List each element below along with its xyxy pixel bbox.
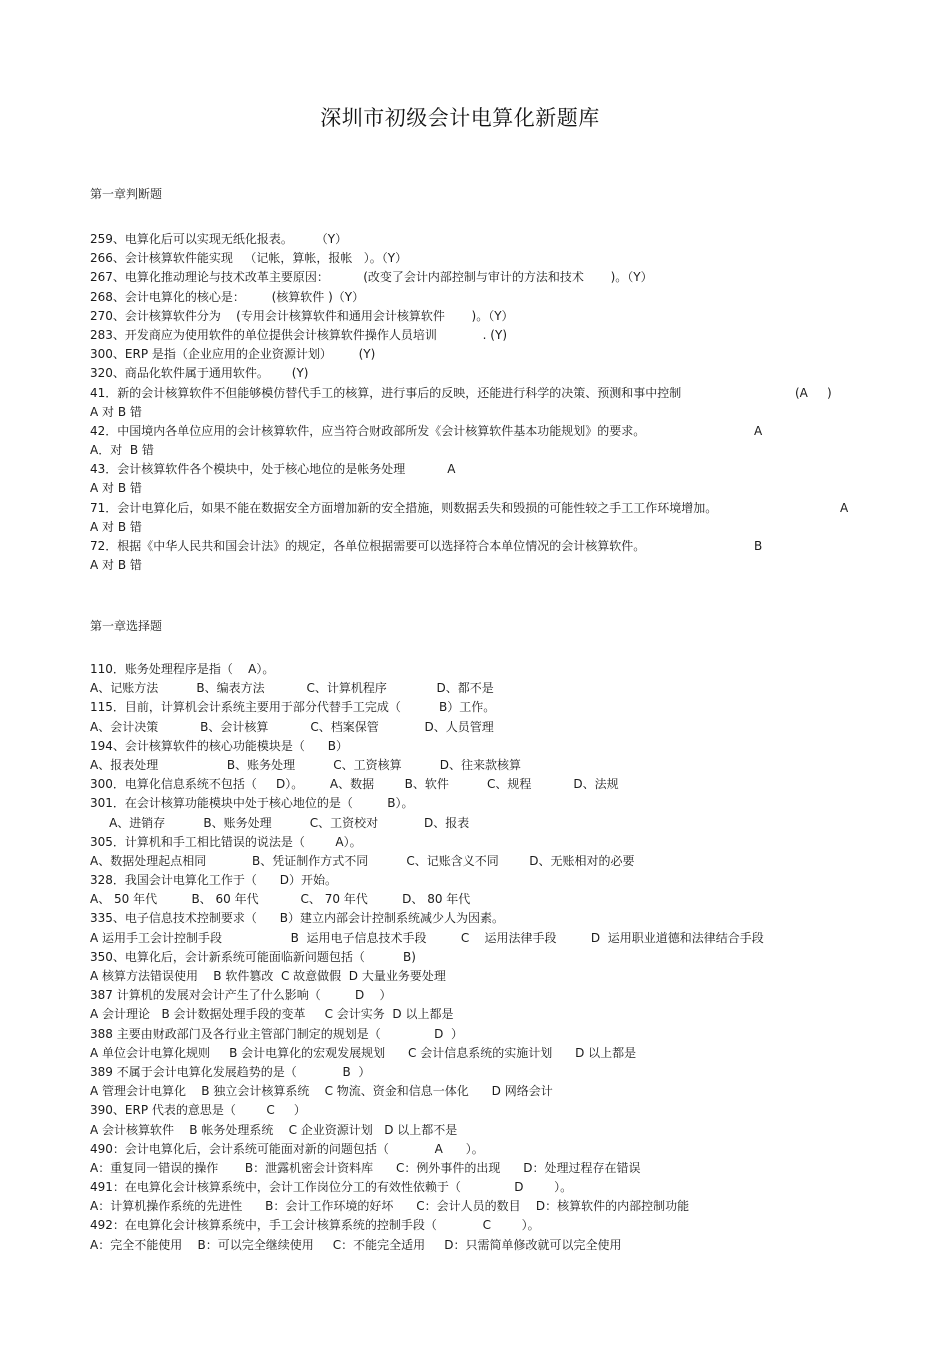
choice-question-line: 300．电算化信息系统不包括（ D）。 A、数据 B、软件 C、规程 D、法规 <box>90 777 619 792</box>
judge-question-line <box>90 288 890 307</box>
answer-marker: B <box>754 539 763 553</box>
choice-section-heading: 第一章选择题 <box>90 619 163 633</box>
question-text: A 对 B 错 <box>90 404 142 419</box>
question-text: 268、会计电算化的核心是： (核算软件 )（Y） <box>90 289 365 304</box>
choice-question-line: A、 50 年代 B、 60 年代 C、 70 年代 D、 80 年代 <box>90 892 471 907</box>
judge-question-line <box>90 556 890 575</box>
choice-question-line: A 核算方法错误使用 B 软件篡改 C 故意做假 D 大量业务要处理 <box>90 969 446 983</box>
question-text: 71．会计电算化后，如果不能在数据安全方面增加新的安全措施，则数据丢失和毁损的可能性较之手工工作环境增加。 <box>90 500 718 515</box>
choice-question-line: A、会计决策 B、会计核算 C、档案保管 D、人员管理 <box>90 719 494 734</box>
choice-question-line: A：重复同一错误的操作 B：泄露机密会计资料库 C：例外事件的出现 D：处理过程存在错误 <box>90 1160 641 1175</box>
choice-question-line: A 单位会计电算化规则 B 会计电算化的宏观发展规划 C 会计信息系统的实施计划 D 以上都是 <box>90 1045 637 1060</box>
question-text: 266、会计核算软件能实现 （记帐，算帐，报帐 ）。（Y） <box>90 251 408 266</box>
judge-question-line <box>90 441 890 460</box>
choice-question-line: A、记账方法 B、编表方法 C、计算机程序 D、都不是 <box>90 681 494 696</box>
choice-question-line: 390、ERP 代表的意思是（ C ） <box>90 1103 306 1118</box>
choice-question-line: A：完全不能使用 B：可以完全继续使用 C：不能完全适用 D：只需简单修改就可以完全使用 <box>90 1237 622 1252</box>
choice-question-line: 387 计算机的发展对会计产生了什么影响（ D ） <box>90 988 392 1003</box>
question-text: A 对 B 错 <box>90 519 142 534</box>
question-text: A 对 B 错 <box>90 481 142 496</box>
choice-question-line: 328．我国会计电算化工作于（ D）开始。 <box>90 873 338 888</box>
choice-question-list <box>90 660 890 1255</box>
choice-question-line: A、数据处理起点相同 B、凭证制作方式不同 C、记账含义不同 D、无账相对的必要 <box>90 853 635 868</box>
judge-question-list <box>90 230 890 575</box>
judge-section-heading: 第一章判断题 <box>90 187 163 201</box>
judge-question-line <box>90 345 890 364</box>
choice-question-line: 301．在会计核算功能模块中处于核心地位的是（ B）。 <box>90 796 414 811</box>
choice-question-line: 388 主要由财政部门及各行业主管部门制定的规划是（ D ） <box>90 1026 463 1041</box>
choice-question-line: A 会计核算软件 B 帐务处理系统 C 企业资源计划 D 以上都不是 <box>90 1122 458 1137</box>
choice-question-line: 490：会计电算化后，会计系统可能面对新的问题包括（ A ）。 <box>90 1141 484 1156</box>
choice-question-line: 110．账务处理程序是指（ A）。 <box>90 662 275 676</box>
choice-question-line: 115．目前，计算机会计系统主要用于部分代替手工完成（ B）工作。 <box>90 700 496 715</box>
judge-question-line <box>90 403 890 422</box>
question-text: A 对 B 错 <box>90 558 142 573</box>
question-text: 72．根据《中华人民共和国会计法》的规定，各单位根据需要可以选择符合本单位情况的会计核算软件。 <box>90 539 646 553</box>
question-text: A．对 B 错 <box>90 443 154 458</box>
choice-question-line: 335、电子信息技术控制要求（ B）建立内部会计控制系统减少人为因素。 <box>90 911 505 926</box>
question-text: 270、会计核算软件分为 (专用会计核算软件和通用会计核算软件 )。（Y） <box>90 308 514 323</box>
answer-marker: A <box>754 423 763 438</box>
choice-question-line: A 运用手工会计控制手段 B 运用电子信息技术手段 C 运用法律手段 D 运用职业道德和法律结合手段 <box>90 930 764 945</box>
judge-question-line <box>90 307 890 326</box>
judge-question-line <box>90 326 890 345</box>
judge-question-line <box>90 268 890 287</box>
choice-question-line: A：计算机操作系统的先进性 B：会计工作环境的好坏 C：会计人员的数目 D：核算软件的内部控制功能 <box>90 1199 690 1214</box>
judge-question-line <box>90 479 890 498</box>
choice-question-line: A 会计理论 B 会计数据处理手段的变革 C 会计实务 D 以上都是 <box>90 1007 454 1022</box>
choice-question-line: A、进销存 B、账务处理 C、工资校对 D、报表 <box>90 815 470 830</box>
choice-question-line: A、报表处理 B、账务处理 C、工资核算 D、往来款核算 <box>90 757 522 772</box>
choice-question-line: 491：在电算化会计核算系统中，会计工作岗位分工的有效性依赖于（ D ）。 <box>90 1180 573 1195</box>
question-text: 42．中国境内各单位应用的会计核算软件，应当符合财政部所发《会计核算软件基本功能规划》的要求。 <box>90 423 646 438</box>
answer-marker: (A ) <box>795 385 832 400</box>
choice-question-line: 350、电算化后，会计新系统可能面临新问题包括（ B) <box>90 949 416 964</box>
question-text: 43．会计核算软件各个模块中，处于核心地位的是帐务处理 A <box>90 462 456 477</box>
question-text: 320、商品化软件属于通用软件。 (Y) <box>90 366 309 381</box>
judge-question-line <box>90 499 890 518</box>
choice-question-line: 389 不属于会计电算化发展趋势的是（ B ） <box>90 1064 371 1079</box>
judge-question-line <box>90 364 890 383</box>
judge-question-line <box>90 230 890 249</box>
choice-question-line: 492：在电算化会计核算系统中，手工会计核算系统的控制手段（ C ）。 <box>90 1218 540 1233</box>
choice-question-line: A 管理会计电算化 B 独立会计核算系统 C 物流、资金和信息一体化 D 网络会计 <box>90 1084 553 1099</box>
question-text: 300、ERP 是指（企业应用的企业资源计划） (Y) <box>90 347 376 362</box>
judge-question-line <box>90 422 890 441</box>
question-text: 283、开发商应为使用软件的单位提供会计核算软件操作人员培训 . (Y) <box>90 327 508 342</box>
judge-question-line <box>90 384 890 403</box>
question-text: 259、电算化后可以实现无纸化报表。 （Y） <box>90 232 348 246</box>
choice-question-line: 194、会计核算软件的核心功能模块是（ B） <box>90 738 349 753</box>
choice-question-line: 305．计算机和手工相比错误的说法是（ A）。 <box>90 834 362 849</box>
judge-question-line <box>90 518 890 537</box>
answer-marker: A <box>840 500 849 515</box>
judge-question-line <box>90 537 890 556</box>
document-title: 深圳市初级会计电算化新题库 <box>320 106 600 130</box>
question-text: 267、电算化推动理论与技术改革主要原因： (改变了会计内部控制与审计的方法和技术 )。（Y） <box>90 270 653 285</box>
judge-question-line <box>90 249 890 268</box>
judge-question-line <box>90 460 890 479</box>
question-text: 41．新的会计核算软件不但能够模仿替代手工的核算，进行事后的反映，还能进行科学的决策、预测和事中控制 <box>90 385 682 400</box>
